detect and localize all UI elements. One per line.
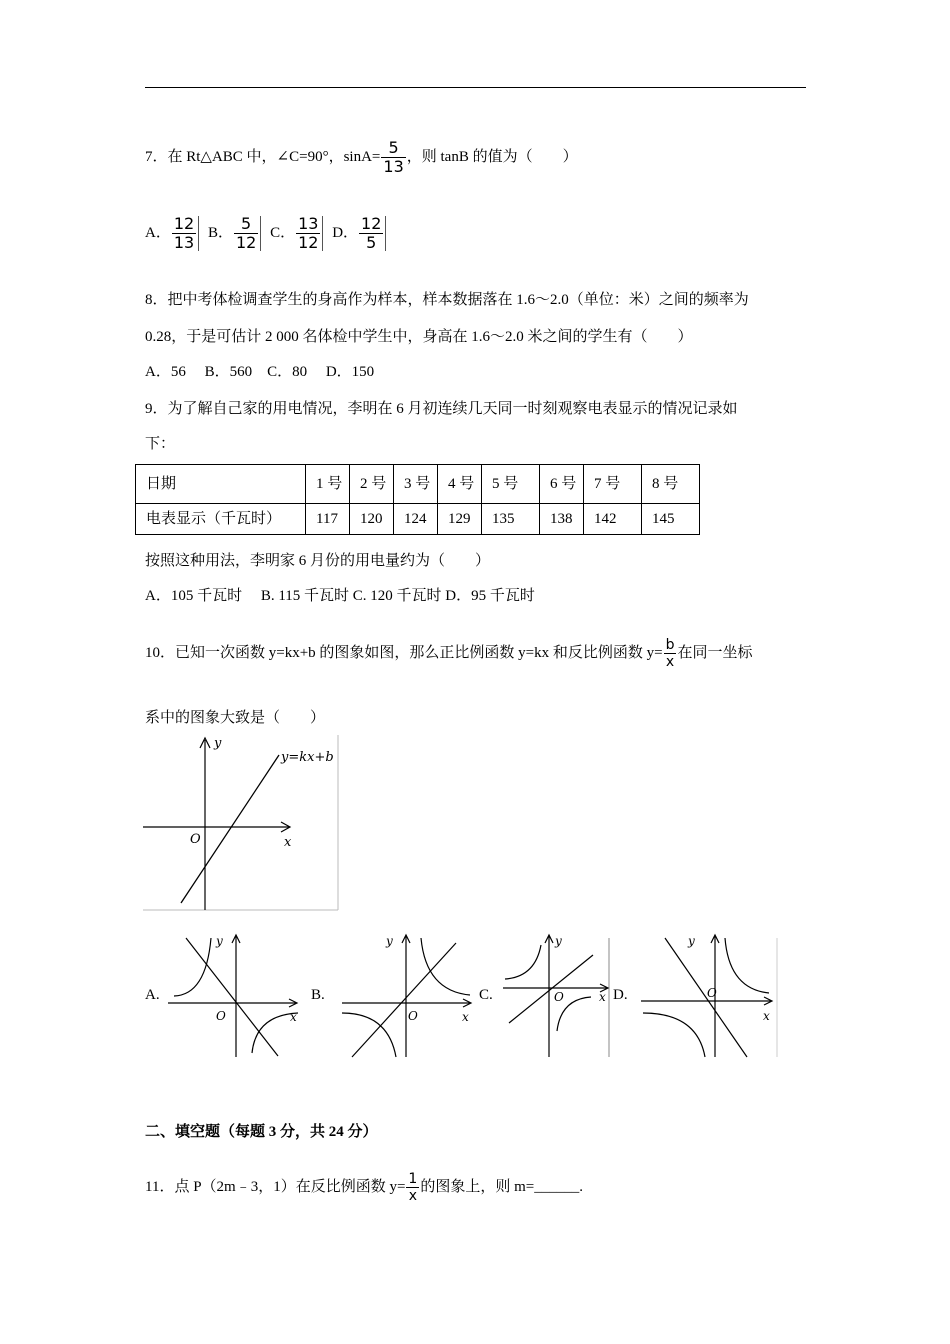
linear-function-line [181,755,279,903]
table-cell: 145 [642,504,700,535]
svg-text:O: O [216,1009,226,1023]
svg-text:x: x [462,1010,469,1024]
q10-stem-before: 10．已知一次函数 y=kx+b 的图象如图，那么正比例函数 y=kx 和反比例函数 y= [145,644,663,661]
svg-text:x: x [290,1010,297,1024]
table-row [136,465,700,504]
table-cell: 4 号 [438,465,482,504]
svg-text:y: y [688,934,695,948]
section-2-title: 二、填空题（每题 3 分，共 24 分） [145,1124,378,1140]
svg-text:x: x [763,1009,770,1023]
q11-stem-after: 的图象上，则 m=______. [420,1178,583,1195]
table-row [136,504,700,535]
q10-option-b-label: B. [311,987,325,1003]
table-cell: 日期 [136,465,306,504]
header-rule [145,87,806,88]
table-cell: 7 号 [584,465,642,504]
q7-option-a: A． $\frac{12}{13}$ [145,225,200,241]
q7-stem-after: ，则 tanB 的值为（ ） [406,148,578,165]
q7-option-d: D． $\frac{12}{5}$ [332,225,387,241]
table-cell: 138 [540,504,584,535]
q10-option-c-graph [501,933,611,1058]
svg-text:O: O [554,990,564,1004]
table-cell: 120 [350,504,394,535]
x-label: x [284,835,292,850]
table-cell: 电表显示（千瓦时） [136,504,306,535]
q10-option-b-graph [338,933,478,1058]
q8-options: A．56 B．560 C．80 D．150 [145,364,375,380]
q8-line-1: 8．把中考体检调查学生的身高作为样本，样本数据落在 1.6～2.0（单位：米）之间的频率为 [145,292,749,308]
q10-option-c-label: C. [479,987,493,1003]
table-cell: 8 号 [642,465,700,504]
table-cell: 117 [306,504,350,535]
electricity-table [135,464,700,535]
q10-option-d-label: D. [613,987,628,1003]
table-cell: 142 [584,504,642,535]
q9-question: 按照这种用法，李明家 6 月份的用电量约为（ ） [145,553,491,569]
q10-fraction: $\frac{b}{x}$ [665,637,675,670]
q9-line-2: 下： [145,436,176,452]
table-cell: 2 号 [350,465,394,504]
q7-sin-fraction: $\frac{5}{13}$ [383,138,404,176]
svg-text:y: y [555,934,562,948]
q7-option-c: C． $\frac{13}{12}$ [270,225,324,241]
svg-text:O: O [408,1009,418,1023]
q10-option-d-graph [637,933,779,1058]
q9-options: A．105 千瓦时 B. 115 千瓦时 C. 120 千瓦时 D．95 千瓦时 [145,588,535,604]
svg-text:O: O [707,986,717,1000]
svg-text:y: y [216,934,223,948]
q10-option-a-label: A. [145,987,160,1003]
svg-text:y: y [386,934,393,948]
table-cell: 1 号 [306,465,350,504]
q7-option-b: B． $\frac{5}{12}$ [208,225,262,241]
table-cell: 5 号 [482,465,540,504]
y-label: y [214,736,222,751]
q11-fraction: $\frac{1}{x}$ [408,1171,418,1204]
svg-text:x: x [599,990,606,1004]
table-cell: 129 [438,504,482,535]
table-cell: 124 [394,504,438,535]
line-label: y=kx+b [281,750,334,765]
table-cell: 6 号 [540,465,584,504]
q10-option-a-graph [168,933,306,1058]
q8-line-2: 0.28，于是可估计 2 000 名体检中学生中，身高在 1.6～2.0 米之间的学生有（ ） [145,329,693,345]
q10-main-graph [143,735,340,912]
table-cell: 135 [482,504,540,535]
q11-stem-before: 11．点 P（2m﹣3，1）在反比例函数 y= [145,1178,406,1195]
question-7 [145,140,578,175]
q7-options [145,216,387,251]
table-cell: 3 号 [394,465,438,504]
q10-line-2: 系中的图象大致是（ ） [145,710,326,726]
question-11 [145,1172,583,1203]
question-10 [145,638,753,669]
origin-label: O [190,832,201,847]
q7-stem-before: 7．在 Rt△ABC 中，∠C=90°，sinA= [145,148,381,165]
q9-line-1: 9．为了解自己家的用电情况，李明在 6 月初连续几天同一时刻观察电表显示的情况记录如 [145,401,738,417]
q10-stem-after: 在同一坐标 [677,644,753,661]
